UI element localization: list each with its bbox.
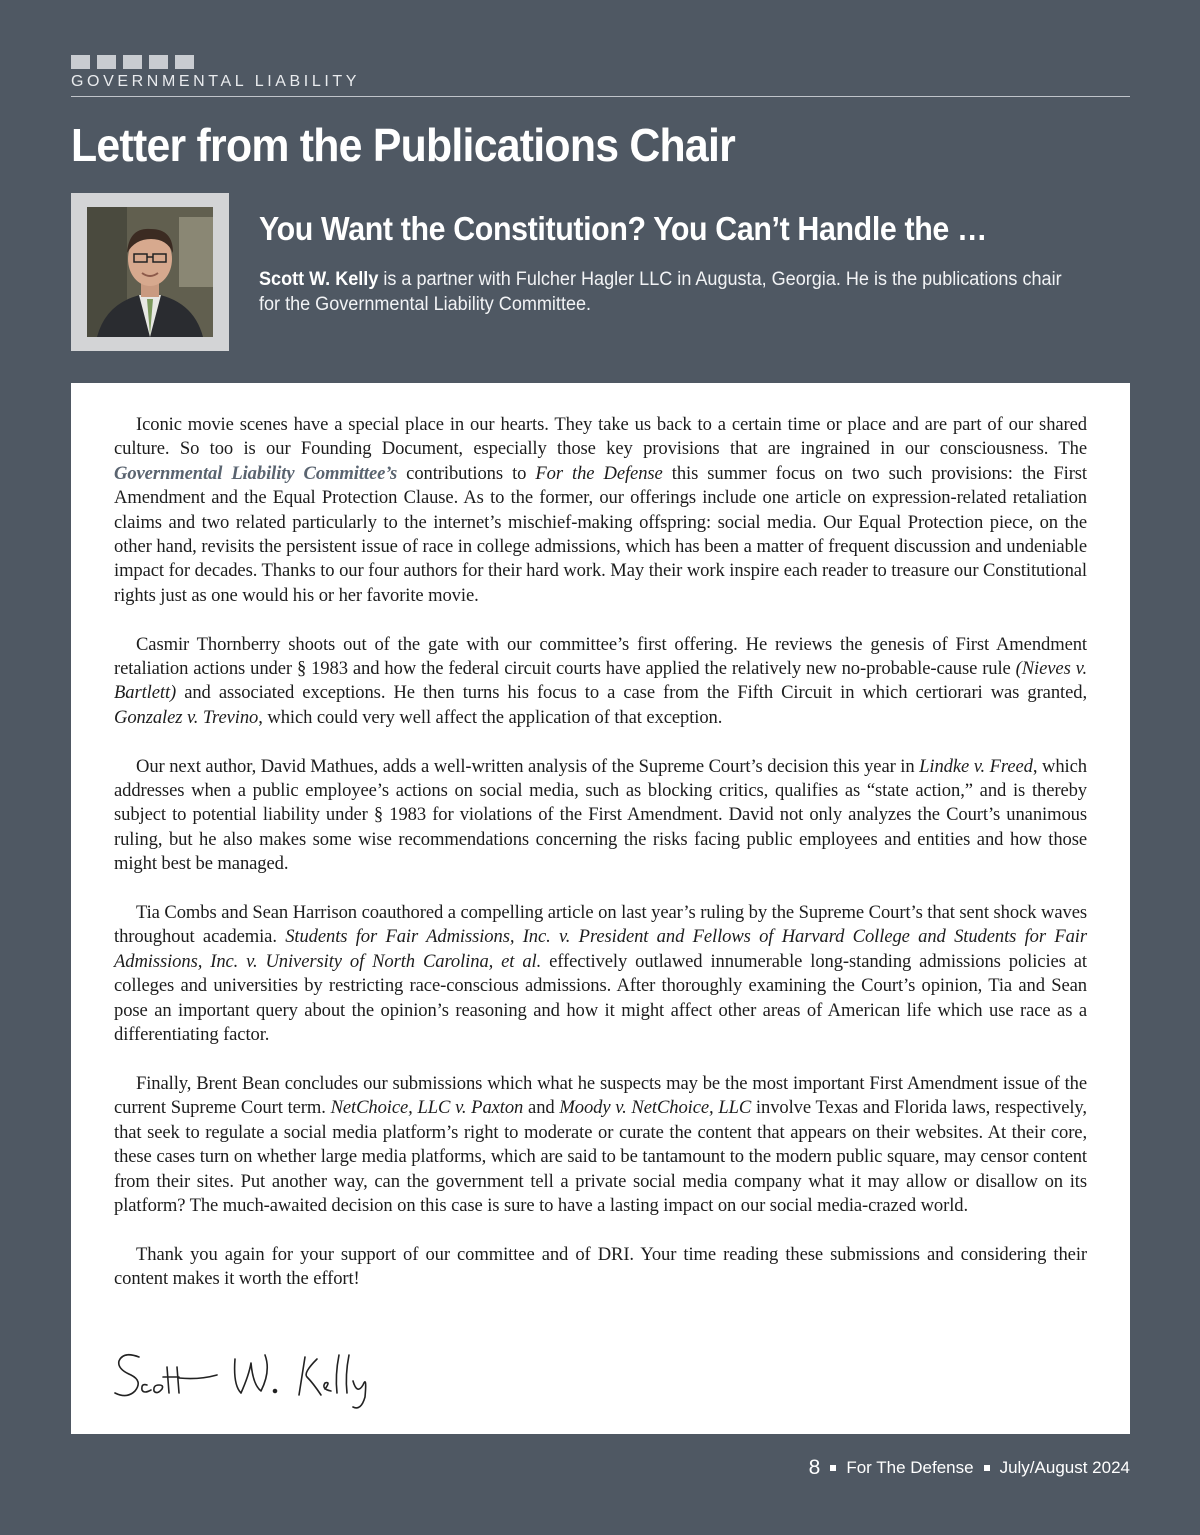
case-citation: Students for Fair Admissions, Inc. v. President and Fellows of Harvard College and Students for Fair Admissions, Inc. v. University of North Carolina, et al. (114, 926, 1087, 972)
text-run: , which addresses when a public employee’s actions on social media, such as blocking critics, qualifies as “state action,” and is thereby subject to potential liability under § 1983 for violations of the First Amendment. David not only analyzes the Court’s unanimous ruling, but he also makes some wise recommendations concerning the risks facing public employees and entities and how those might best be managed. (114, 755, 1087, 875)
case-citation: NetChoice, LLC v. Paxton (330, 1097, 524, 1119)
author-photo (87, 207, 213, 337)
section-header (71, 55, 1130, 97)
text-run: Finally, Brent Bean concludes our submissions which what he suspects may be the most important First Amendment issue of the current Supreme Court term. (114, 1072, 1087, 1119)
text-run: Iconic movie scenes have a special place in our hearts. They take us back to a certain time or place and are part of our shared culture. So too is our Founding Document, especially those key provisions that are ingrained in our consciousness. The (114, 414, 1087, 460)
letter-body (71, 383, 1130, 1434)
paragraph-6 (114, 1243, 1087, 1292)
text-run: , which could very well affect the application of that exception. (258, 706, 723, 728)
page-title: Letter from the Publications Chair (71, 119, 736, 171)
paragraph-2 (114, 633, 1087, 731)
author-name: Scott W. Kelly (259, 269, 379, 290)
case-citation: Lindke v. Freed (919, 755, 1033, 777)
publication-name: For The Defense (846, 1458, 974, 1477)
paragraph-5 (114, 1072, 1087, 1218)
paragraph-3 (114, 755, 1087, 877)
section-divider (71, 96, 1130, 97)
text-run: Thank you again for your support of our committee and of DRI. Your time reading these submissions and considering their content makes it worth the effort! (114, 1243, 1087, 1290)
text-run: effectively outlawed innumerable long-standing admissions policies at colleges and universities by restricting race-conscious admissions. After thoroughly examining the Court’s opinion, Tia and Sean pose an important query about the opinion’s reasoning and how it might affect other areas of American life which use race as a differentiating factor. (114, 950, 1087, 1046)
case-citation: (Nieves v. Bartlett) (114, 658, 1087, 704)
bullet-separator (830, 1465, 836, 1471)
page-footer (809, 1456, 1130, 1480)
case-citation: Gonzalez v. Trevino (114, 706, 259, 728)
paragraph-4 (114, 901, 1087, 1047)
text-run: this summer focus on two such provisions: the First Amendment and the Equal Protection Clause. As to the former, our offerings include one article on expression-related retaliation claims and two related particularly to the internet’s mischief-making offspring: social media. Our Equal Protection piece, on the other hand, revisits the persistent issue of race in college admissions, which has been a matter of frequent discussion and undeniable impact for decades. Thanks to our four authors for their hard work. May their work inspire each reader to treasure our Constitutional rights just as one would his or her favorite movie. (114, 462, 1087, 606)
text-run: Tia Combs and Sean Harrison coauthored a compelling article on last year’s ruling by the Supreme Court’s that sent shock waves throughout academia. (114, 902, 1087, 948)
publication-title: For the Defense (535, 462, 663, 484)
text-run: Casmir Thornberry shoots out of the gate with our committee’s first offering. He reviews the genesis of First Amendment retaliation actions under § 1983 and how the federal circuit courts have applied the relatively new no-probable-cause rule (114, 633, 1087, 680)
section-label: GOVERNMENTAL LIABILITY (71, 73, 361, 90)
article-subtitle: You Want the Constitution? You Can’t Handle the … (259, 210, 987, 247)
issue-date: July/August 2024 (999, 1458, 1130, 1477)
text-run: Our next author, David Mathues, adds a well-written analysis of the Supreme Court’s decision this year in (136, 755, 920, 777)
bullet-separator (984, 1465, 990, 1471)
paragraph-1 (114, 413, 1087, 608)
text-run: contributions to (397, 462, 536, 484)
text-run: and associated exceptions. He then turns his focus to a case from the Fifth Circuit in which certiorari was granted, (176, 682, 1087, 704)
author-bio (259, 267, 1076, 317)
page-number: 8 (808, 1456, 821, 1479)
author-bio-text: is a partner with Fulcher Hagler LLC in Augusta, Georgia. He is the publications chair for the Governmental Liability Committee. (259, 269, 1062, 315)
text-run: involve Texas and Florida laws, respectively, that seek to regulate a social media platform’s right to moderate or curate the content that appears on their websites. At their core, these cases turn on whether large media platforms, which are said to be tantamount to the modern public square, may censor content from their sites. Put another way, can the government tell a private social media company what it may allow or disallow on its platform? The much-awaited decision on this case is sure to have a lasting impact on our social media-crazed world. (114, 1097, 1087, 1216)
case-citation: Moody v. NetChoice, LLC (559, 1097, 752, 1119)
committee-name: Governmental Liability Committee’s (114, 462, 398, 484)
section-squares-decoration (71, 55, 1130, 69)
author-photo-frame (71, 193, 229, 351)
signature-image (109, 1345, 399, 1415)
text-run: and (523, 1097, 560, 1119)
